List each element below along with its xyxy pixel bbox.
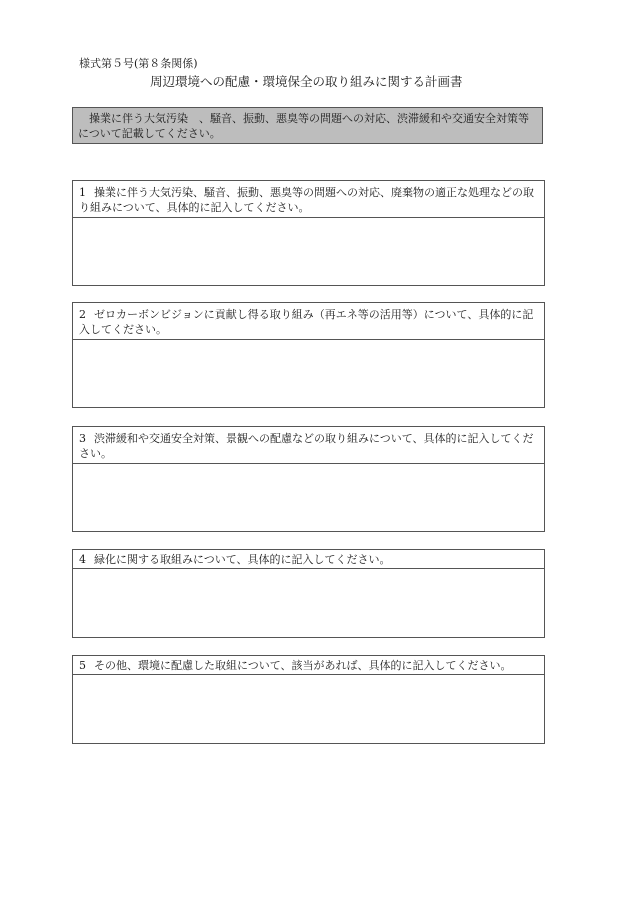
section-5-prompt xyxy=(73,656,544,675)
section-1 xyxy=(72,180,545,286)
section-3 xyxy=(72,426,545,532)
section-2 xyxy=(72,302,545,408)
section-3-prompt-text: 渋滞緩和や交通安全対策、景観への配慮などの取り組みについて、具体的に記入してください。 xyxy=(79,432,534,460)
section-4-prompt xyxy=(73,550,544,569)
section-2-prompt-text: ゼロカーボンビジョンに貢献し得る取り組み（再エネ等の活用等）について、具体的に記入してください。 xyxy=(79,308,534,336)
section-4-prompt-text: 緑化に関する取組みについて、具体的に記入してください。 xyxy=(94,553,391,566)
section-1-prompt xyxy=(73,181,544,218)
section-5 xyxy=(72,655,545,744)
section-4-number: 4 xyxy=(79,553,86,566)
document-title: 周辺環境への配慮・環境保全の取り組みに関する計画書 xyxy=(150,74,463,89)
section-2-prompt xyxy=(73,303,544,340)
section-4-answer-area[interactable] xyxy=(73,569,544,637)
section-5-prompt-text: その他、環境に配慮した取組について、該当があれば、具体的に記入してください。 xyxy=(94,659,512,672)
section-2-number: 2 xyxy=(79,308,86,321)
instruction-note: 操業に伴う大気汚染 、騒音、振動、悪臭等の問題への対応、渋滞緩和や交通安全対策等について記載してください。 xyxy=(72,107,543,144)
section-1-number: 1 xyxy=(79,186,86,199)
section-3-prompt xyxy=(73,427,544,464)
section-5-answer-area[interactable] xyxy=(73,675,544,743)
section-3-number: 3 xyxy=(79,432,86,445)
form-number: 様式第５号(第８条関係) xyxy=(79,57,198,70)
section-2-answer-area[interactable] xyxy=(73,340,544,407)
section-1-answer-area[interactable] xyxy=(73,218,544,285)
section-5-number: 5 xyxy=(79,659,86,672)
section-4 xyxy=(72,549,545,638)
section-1-prompt-text: 操業に伴う大気汚染、騒音、振動、悪臭等の問題への対応、廃棄物の適正な処理などの取り組みについて、具体的に記入してください。 xyxy=(79,186,534,214)
section-3-answer-area[interactable] xyxy=(73,464,544,531)
